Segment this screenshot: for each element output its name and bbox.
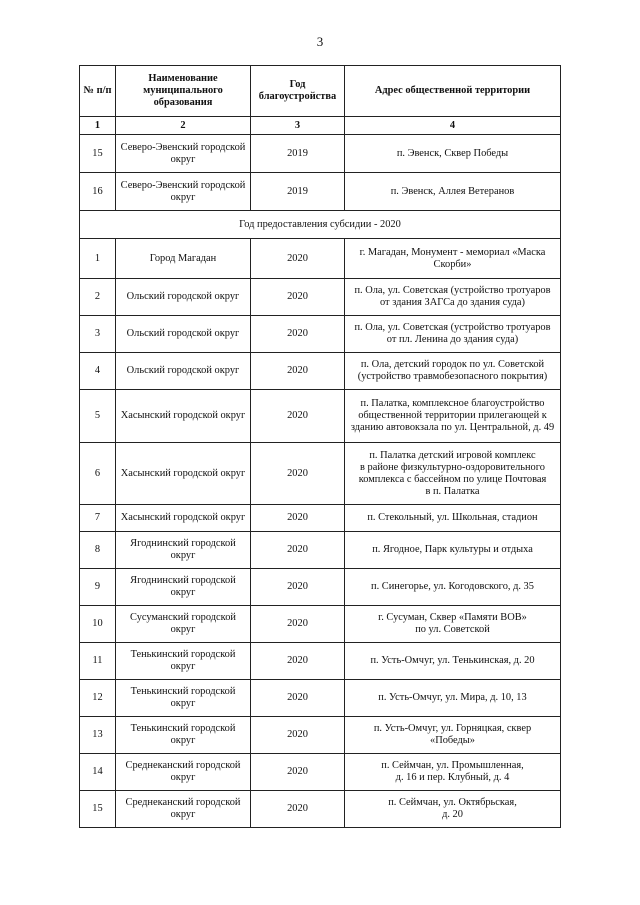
row-municipality: Хасынский городской округ (116, 443, 251, 505)
row-address: п. Усть-Омчуг, ул. Мира, д. 10, 13 (345, 680, 561, 717)
table-row (80, 532, 561, 569)
table-row (80, 390, 561, 443)
row-address: п. Ягодное, Парк культуры и отдыха (345, 532, 561, 569)
table-row (80, 279, 561, 316)
row-year: 2020 (251, 569, 345, 606)
row-number: 8 (80, 532, 116, 569)
row-number: 14 (80, 754, 116, 791)
row-municipality: Сусуманский городской округ (116, 606, 251, 643)
table-row (80, 754, 561, 791)
row-address: п. Ола, детский городок по ул. Советской (устройство травмобезопасного покрытия) (345, 353, 561, 390)
row-year: 2019 (251, 135, 345, 173)
row-number: 12 (80, 680, 116, 717)
header-num: № п/п (80, 66, 116, 117)
header-year: Год благоустройства (251, 66, 345, 117)
row-year: 2019 (251, 173, 345, 211)
col-num-3: 3 (251, 117, 345, 135)
column-number-row (80, 117, 561, 135)
row-year: 2020 (251, 532, 345, 569)
row-year: 2020 (251, 279, 345, 316)
table-row (80, 353, 561, 390)
section-row (80, 211, 561, 239)
page-number: 3 (316, 34, 324, 49)
table-row (80, 606, 561, 643)
row-address: п. Усть-Омчуг, ул. Тенькинская, д. 20 (345, 643, 561, 680)
table-row (80, 316, 561, 353)
row-year: 2020 (251, 390, 345, 443)
col-num-4: 4 (345, 117, 561, 135)
row-number: 6 (80, 443, 116, 505)
section-title: Год предоставления субсидии - 2020 (80, 211, 561, 239)
row-year: 2020 (251, 353, 345, 390)
row-address: п. Сеймчан, ул. Промышленная, д. 16 и пер. Клубный, д. 4 (345, 754, 561, 791)
row-year: 2020 (251, 680, 345, 717)
table-row (80, 791, 561, 828)
row-municipality: Тенькинский городской округ (116, 717, 251, 754)
row-municipality: Ягоднинский городской округ (116, 532, 251, 569)
row-year: 2020 (251, 239, 345, 279)
row-number: 15 (80, 135, 116, 173)
row-address: г. Сусуман, Сквер «Памяти ВОВ» по ул. Советской (345, 606, 561, 643)
table-row (80, 643, 561, 680)
row-year: 2020 (251, 791, 345, 828)
row-address: п. Эвенск, Сквер Победы (345, 135, 561, 173)
row-year: 2020 (251, 643, 345, 680)
col-num-1: 1 (80, 117, 116, 135)
row-number: 2 (80, 279, 116, 316)
row-year: 2020 (251, 316, 345, 353)
row-municipality: Ягоднинский городской округ (116, 569, 251, 606)
table-row (80, 505, 561, 532)
row-address: п. Палатка, комплексное благоустройство общественной территории прилегающей к зданию автовокзала по ул. Центральной, д. 49 (345, 390, 561, 443)
row-municipality: Северо-Эвенский городской округ (116, 173, 251, 211)
row-municipality: Ольский городской округ (116, 279, 251, 316)
row-number: 4 (80, 353, 116, 390)
row-number: 7 (80, 505, 116, 532)
row-address: п. Стекольный, ул. Школьная, стадион (345, 505, 561, 532)
table-row (80, 135, 561, 173)
territories-table (79, 65, 561, 828)
row-number: 1 (80, 239, 116, 279)
row-municipality: Хасынский городской округ (116, 505, 251, 532)
row-municipality: Среднеканский городской округ (116, 754, 251, 791)
row-municipality: Тенькинский городской округ (116, 680, 251, 717)
row-year: 2020 (251, 754, 345, 791)
row-number: 16 (80, 173, 116, 211)
row-address: п. Ола, ул. Советская (устройство тротуаров от здания ЗАГСа до здания суда) (345, 279, 561, 316)
row-number: 13 (80, 717, 116, 754)
row-municipality: Ольский городской округ (116, 353, 251, 390)
row-address: п. Синегорье, ул. Когодовского, д. 35 (345, 569, 561, 606)
table-row (80, 717, 561, 754)
table-row (80, 239, 561, 279)
col-num-2: 2 (116, 117, 251, 135)
row-address: г. Магадан, Монумент - мемориал «Маска Скорби» (345, 239, 561, 279)
row-address: п. Сеймчан, ул. Октябрьская, д. 20 (345, 791, 561, 828)
row-year: 2020 (251, 717, 345, 754)
row-municipality: Ольский городской округ (116, 316, 251, 353)
row-address: п. Эвенск, Аллея Ветеранов (345, 173, 561, 211)
row-municipality: Город Магадан (116, 239, 251, 279)
row-year: 2020 (251, 443, 345, 505)
row-number: 9 (80, 569, 116, 606)
row-year: 2020 (251, 606, 345, 643)
row-municipality: Северо-Эвенский городской округ (116, 135, 251, 173)
header-address: Адрес общественной территории (345, 66, 561, 117)
table-row (80, 443, 561, 505)
row-number: 3 (80, 316, 116, 353)
header-municipality: Наименование муниципального образования (116, 66, 251, 117)
row-number: 5 (80, 390, 116, 443)
row-municipality: Тенькинский городской округ (116, 643, 251, 680)
row-year: 2020 (251, 505, 345, 532)
row-number: 15 (80, 791, 116, 828)
row-address: п. Ола, ул. Советская (устройство тротуаров от пл. Ленина до здания суда) (345, 316, 561, 353)
table-row (80, 173, 561, 211)
row-address: п. Усть-Омчуг, ул. Горняцкая, сквер «Победы» (345, 717, 561, 754)
row-number: 10 (80, 606, 116, 643)
row-address: п. Палатка детский игровой комплекс в районе физкультурно-оздоровительного комплекса с бассейном по улице Почтовая в п. Палатка (345, 443, 561, 505)
row-number: 11 (80, 643, 116, 680)
table-row (80, 680, 561, 717)
row-municipality: Среднеканский городской округ (116, 791, 251, 828)
table-row (80, 569, 561, 606)
header-row (80, 66, 561, 117)
row-municipality: Хасынский городской округ (116, 390, 251, 443)
